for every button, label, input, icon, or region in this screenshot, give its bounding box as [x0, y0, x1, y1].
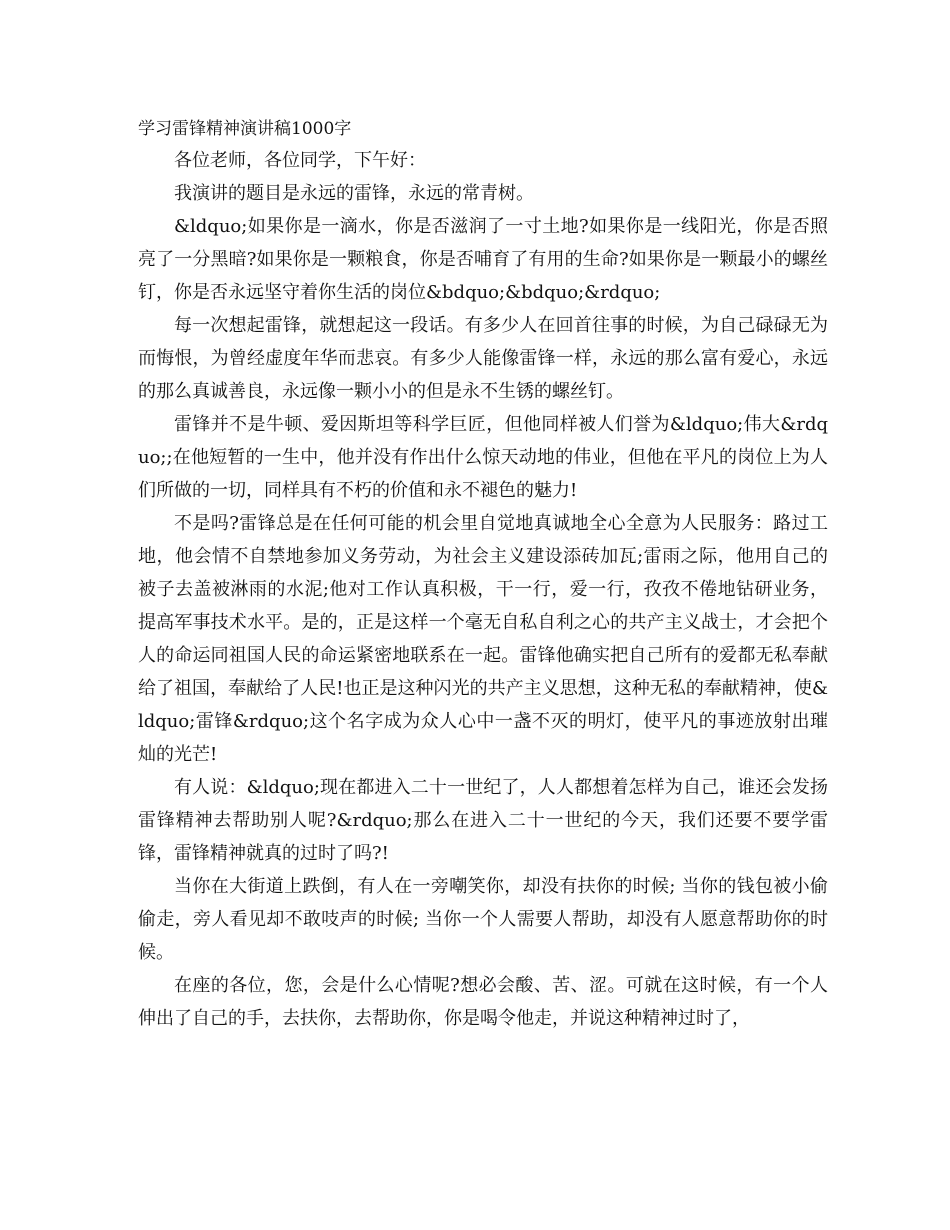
document-body: [138, 144, 828, 1035]
paragraph-ordinary-greatness: 雷锋并不是牛顿、爱因斯坦等科学巨匠，但他同样被人们誉为&ldquo;伟大&rdquo;;在他短暂的一生中，他并没有作出什么惊天动地的伟业，但他在平凡的岗位上为人们所做的一切，同样具有不朽的价值和永不褪色的魅力!: [138, 414, 828, 501]
document-title: 学习雷锋精神演讲稿1000字: [138, 119, 352, 139]
paragraph-scenarios: 当你在大街道上跌倒，有人在一旁嘲笑你，却没有扶你的时候; 当你的钱包被小偷偷走，旁人看见却不敢吱声的时候; 当你一个人需要人帮助，却没有人愿意帮助你的时候。: [138, 876, 828, 963]
paragraph-service: 不是吗?雷锋总是在任何可能的机会里自觉地真诚地全心全意为人民服务：路过工地，他会情不自禁地参加义务劳动，为社会主义建设添砖加瓦;雷雨之际，他用自己的被子去盖被淋雨的水泥;他对工作认真积极，干一行，爱一行，孜孜不倦地钻研业务，提高军事技术水平。是的，正是这样一个毫无自私自利之心的共产主义战士，才会把个人的命运同祖国人民的命运紧密地联系在一起。雷锋他确实把自己所有的爱都无私奉献给了祖国，奉献给了人民!也正是这种闪光的共产主义思想，这种无私的奉献精神，使&ldquo;雷锋&rdquo;这个名字成为众人心中一盏不灭的明灯，使平凡的事迹放射出璀灿的光芒!: [138, 513, 828, 765]
paragraph-reflection: 每一次想起雷锋，就想起这一段话。有多少人在回首往事的时候，为自己碌碌无为而悔恨，为曾经虚度年华而悲哀。有多少人能像雷锋一样，永远的那么富有爱心，永远的那么真诚善良，永远像一颗小小的但是永不生锈的螺丝钉。: [138, 315, 828, 402]
paragraph-topic: 我演讲的题目是永远的雷锋，永远的常青树。: [174, 183, 534, 204]
paragraph-feelings: 在座的各位，您，会是什么心情呢?想必会酸、苦、涩。可就在这时候，有一个人伸出了自己的手，去扶你，去帮助你，你是喝令他走，并说这种精神过时了，: [138, 975, 828, 1029]
paragraph-question: 有人说：&ldquo;现在都进入二十一世纪了，人人都想着怎样为自己，谁还会发扬雷锋精神去帮助别人呢?&rdquo;那么在进入二十一世纪的今天，我们还要不要学雷锋，雷锋精神就真的过时了吗?!: [138, 777, 828, 864]
paragraph-greeting: 各位老师，各位同学，下午好：: [174, 150, 426, 171]
paragraph-quote: &ldquo;如果你是一滴水，你是否滋润了一寸土地?如果你是一线阳光，你是否照亮了一分黑暗?如果你是一颗粮食，你是否哺育了有用的生命?如果你是一颗最小的螺丝钉，你是否永远坚守着你生活的岗位&bdquo;&bdquo;&rdquo;: [138, 216, 828, 303]
